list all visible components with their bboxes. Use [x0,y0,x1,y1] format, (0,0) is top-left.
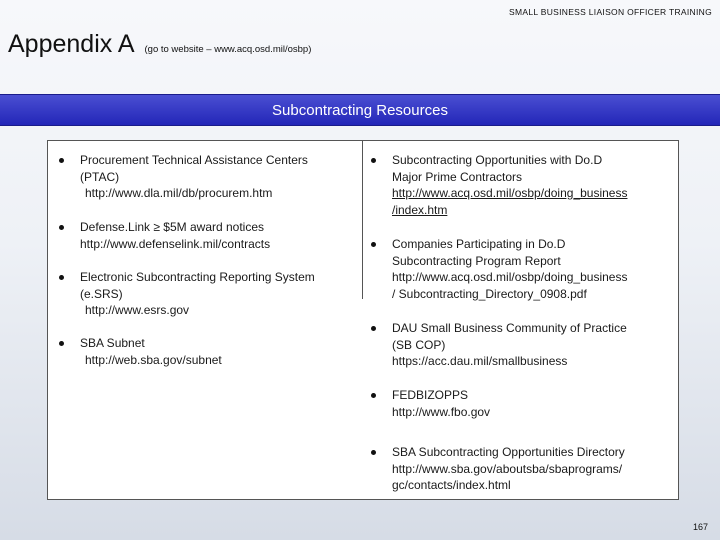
item-link[interactable]: http://www.acq.osd.mil/osbp/doing_business / Subcontracting_Directory_0908.pdf [392,270,628,301]
item-title: Companies Participating in Do.D Subcontracting Program Report [392,237,566,268]
item-title: SBA Subnet [80,336,145,350]
item-link[interactable]: http://www.fbo.gov [392,404,491,419]
item-link[interactable]: http://www.acq.osd.mil/osbp/doing_business /index.htm [392,186,628,217]
bullet-icon [371,450,376,455]
column-divider [362,141,363,299]
bullet-icon [371,393,376,398]
course-label: SMALL BUSINESS LIAISON OFFICER TRAINING [509,7,712,17]
item-link[interactable]: http://www.dla.mil/db/procurem.htm [85,186,273,200]
item-link[interactable]: http://www.esrs.gov [85,303,190,317]
list-item-esrs [80,269,355,319]
item-title: SBA Subcontracting Opportunities Directory [392,445,625,459]
bullet-icon [371,158,376,163]
item-title: Electronic Subcontracting Reporting System (e.SRS) [80,270,315,301]
item-link[interactable]: http://www.defenselink.mil/contracts [80,236,271,251]
item-link[interactable]: https://acc.dau.mil/smallbusiness [392,354,568,368]
section-title: Subcontracting Resources [272,101,448,119]
list-item-ptac [80,152,355,202]
item-title: DAU Small Business Community of Practice (SB COP) [392,321,627,352]
section-banner [0,94,720,126]
page-title-row [8,30,311,59]
bullet-icon [371,242,376,247]
list-item-defenselink [80,219,355,252]
page-number: 167 [692,522,708,532]
item-link[interactable]: http://web.sba.gov/subnet [85,352,222,367]
bullet-icon [59,225,64,230]
item-title: Procurement Technical Assistance Centers (PTAC) [80,153,308,184]
list-item-sba-directory [392,444,672,494]
list-item-fedbizopps [392,387,672,420]
list-item-sba-subnet [80,335,355,368]
item-title: Subcontracting Opportunities with Do.D Major Prime Contractors [392,153,603,184]
item-title: FEDBIZOPPS [392,388,469,402]
list-item-dau-sbcop [392,320,672,370]
item-link[interactable]: http://www.sba.gov/aboutsba/sbaprograms/ gc/contacts/index.html [392,461,623,492]
bullet-icon [59,275,64,280]
bullet-icon [371,326,376,331]
list-item-dod-prime [392,152,672,218]
content-panel [47,140,679,500]
bullet-icon [59,341,64,346]
list-item-dod-subcontracting [392,236,672,302]
page-subtitle: (go to website – www.acq.osd.mil/osbp) [144,44,312,55]
item-title: Defense.Link ≥ $5M award notices [80,220,265,234]
bullet-icon [59,158,64,163]
page-title: Appendix A [8,30,135,58]
